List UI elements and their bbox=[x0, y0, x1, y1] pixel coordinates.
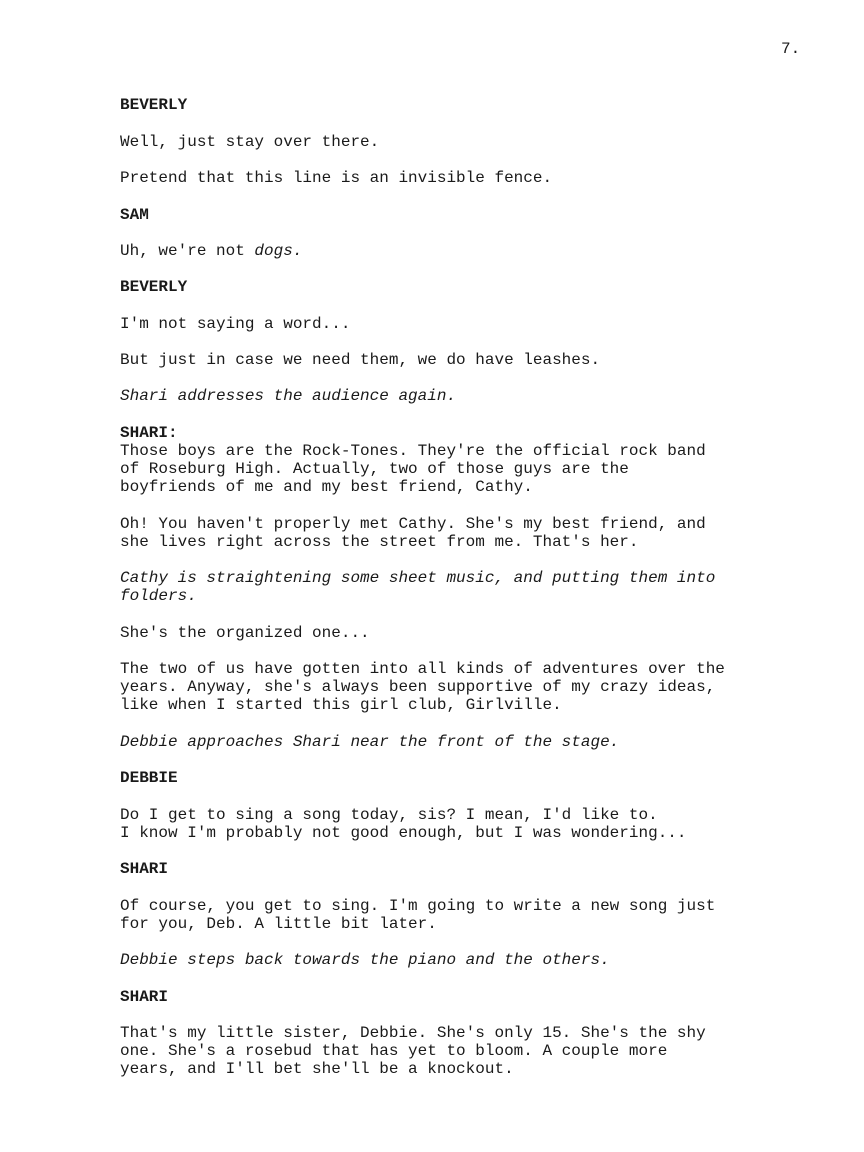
dialogue-line bbox=[120, 242, 302, 260]
character-name: BEVERLY bbox=[120, 278, 188, 296]
character-name: SHARI bbox=[120, 860, 169, 878]
dialogue-line: I know I'm probably not good enough, but I was wondering... bbox=[120, 824, 687, 842]
dialogue-line: Those boys are the Rock-Tones. They're the official rock band bbox=[120, 442, 706, 460]
dialogue-line: she lives right across the street from me. That's her. bbox=[120, 533, 639, 551]
dialogue-line: boyfriends of me and my best friend, Cathy. bbox=[120, 478, 533, 496]
dialogue-line: She's the organized one... bbox=[120, 624, 370, 642]
dialogue-line: Oh! You haven't properly met Cathy. She's my best friend, and bbox=[120, 515, 706, 533]
dialogue-text: Uh, we're not bbox=[120, 242, 255, 260]
character-name: SHARI: bbox=[120, 424, 178, 442]
dialogue-line: one. She's a rosebud that has yet to bloom. A couple more bbox=[120, 1042, 668, 1060]
dialogue-line: But just in case we need them, we do have leashes. bbox=[120, 351, 601, 369]
dialogue-line: Well, just stay over there. bbox=[120, 133, 380, 151]
dialogue-line: Pretend that this line is an invisible fence. bbox=[120, 169, 553, 187]
dialogue-line: The two of us have gotten into all kinds of adventures over the bbox=[120, 660, 725, 678]
dialogue-emphasis: dogs. bbox=[254, 242, 303, 260]
action-line: Shari addresses the audience again. bbox=[120, 387, 457, 405]
dialogue-line: like when I started this girl club, Girlville. bbox=[120, 696, 562, 714]
dialogue-line: of Roseburg High. Actually, two of those guys are the bbox=[120, 460, 629, 478]
dialogue-line: Do I get to sing a song today, sis? I mean, I'd like to. bbox=[120, 806, 658, 824]
dialogue-line: I'm not saying a word... bbox=[120, 315, 351, 333]
action-line: Cathy is straightening some sheet music, and putting them into bbox=[120, 569, 716, 587]
character-name: SHARI bbox=[120, 988, 169, 1006]
action-line: Debbie approaches Shari near the front of the stage. bbox=[120, 733, 620, 751]
action-line: folders. bbox=[120, 587, 197, 605]
dialogue-line: years. Anyway, she's always been supportive of my crazy ideas, bbox=[120, 678, 716, 696]
dialogue-line: That's my little sister, Debbie. She's only 15. She's the shy bbox=[120, 1024, 706, 1042]
character-name: DEBBIE bbox=[120, 769, 178, 787]
character-name: BEVERLY bbox=[120, 96, 188, 114]
page-number: 7. bbox=[781, 40, 801, 58]
dialogue-line: Of course, you get to sing. I'm going to write a new song just bbox=[120, 897, 716, 915]
dialogue-line: for you, Deb. A little bit later. bbox=[120, 915, 437, 933]
action-line: Debbie steps back towards the piano and the others. bbox=[120, 951, 610, 969]
character-name: SAM bbox=[120, 206, 149, 224]
dialogue-line: years, and I'll bet she'll be a knockout. bbox=[120, 1060, 514, 1078]
